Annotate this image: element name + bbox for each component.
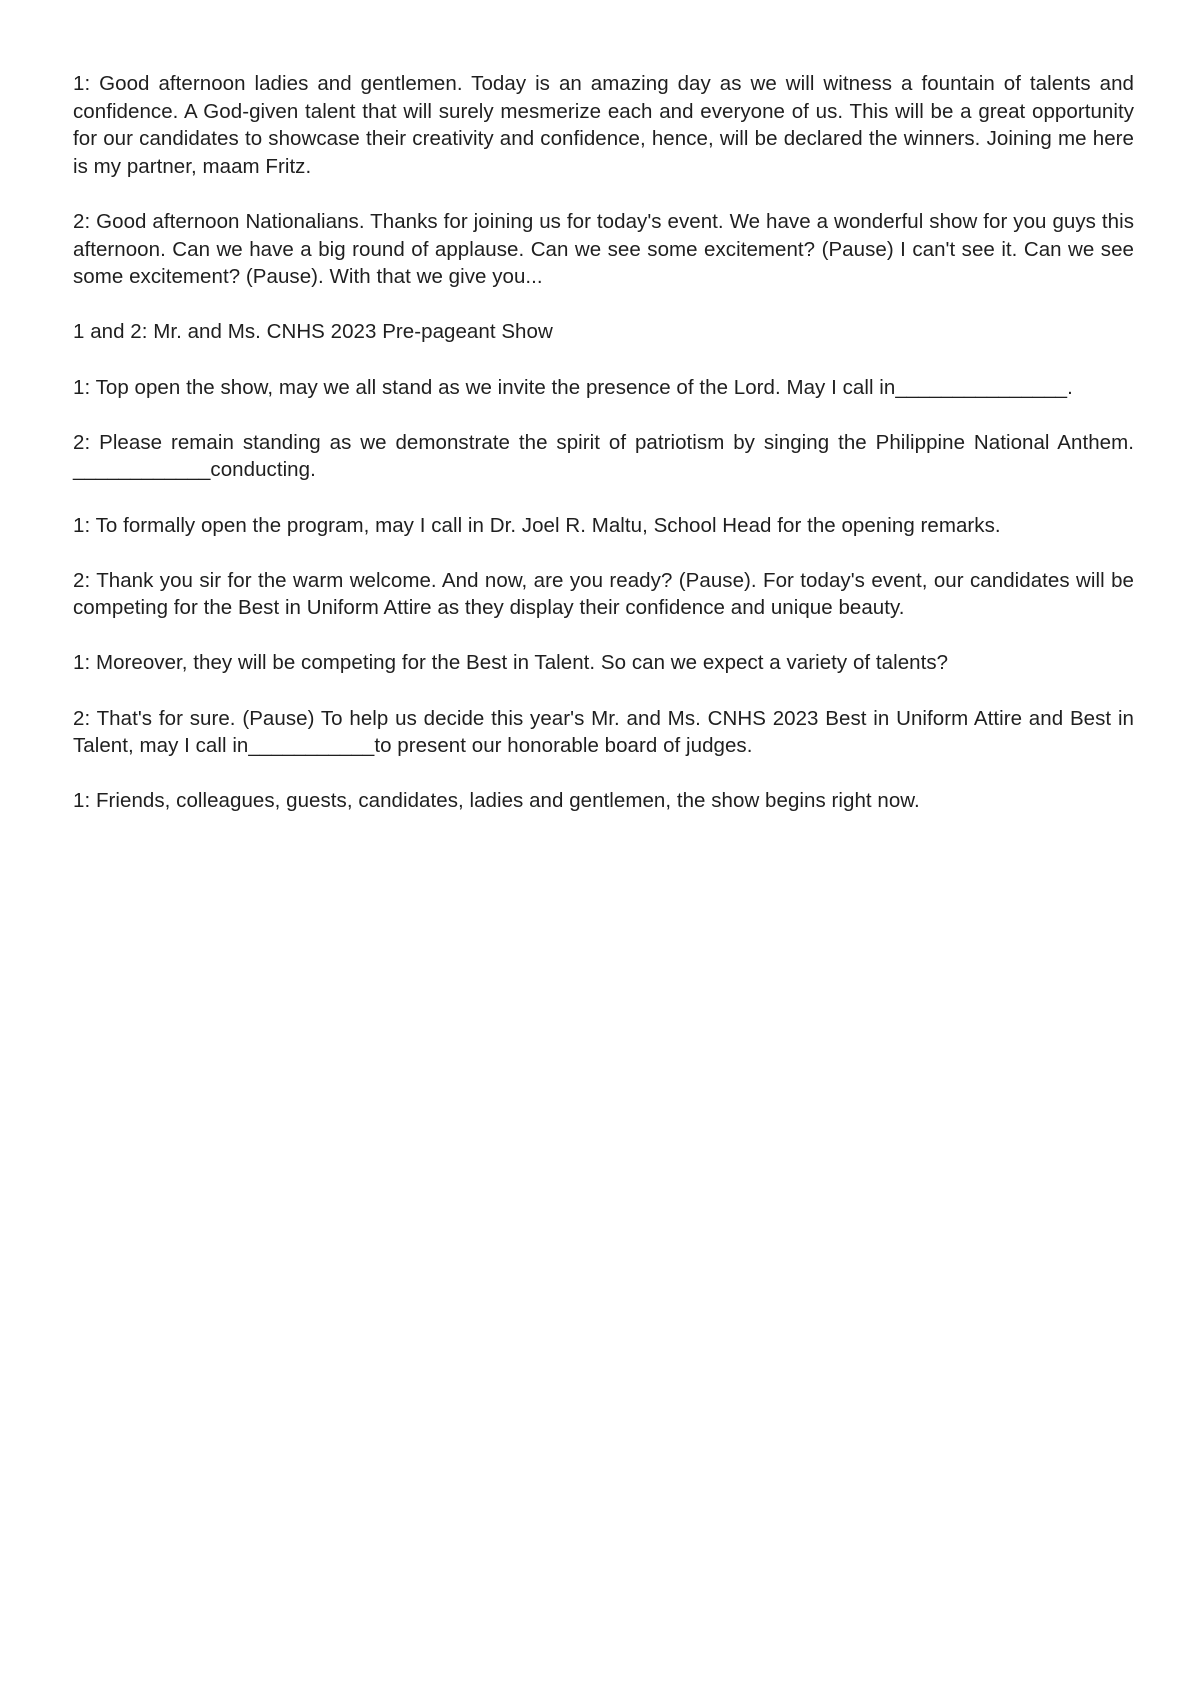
- paragraph-opening-remarks: 1: To formally open the program, may I call in Dr. Joel R. Maltu, School Head for the opening remarks.: [73, 513, 1001, 537]
- paragraph-board-of-judges: 2: That's for sure. (Pause) To help us decide this year's Mr. and Ms. CNHS 2023 Best in Uniform Attire and Best in Talent, may I call in___________to present our honorable board of judges.: [73, 706, 1134, 758]
- paragraph-show-begins: 1: Friends, colleagues, guests, candidates, ladies and gentlemen, the show begins right now.: [73, 789, 920, 813]
- paragraph-uniform-attire: 2: Thank you sir for the warm welcome. And now, are you ready? (Pause). For today's event, our candidates will be competing for the Best in Uniform Attire as they display their confidence and unique beauty.: [73, 568, 1134, 620]
- paragraph-show-title: 1 and 2: Mr. and Ms. CNHS 2023 Pre-pageant Show: [73, 320, 553, 344]
- paragraph-best-in-talent: 1: Moreover, they will be competing for the Best in Talent. So can we expect a variety of talents?: [73, 651, 949, 675]
- paragraph-national-anthem: 2: Please remain standing as we demonstrate the spirit of patriotism by singing the Philippine National Anthem. ____________conducting.: [73, 430, 1134, 482]
- paragraph-host2-greeting: 2: Good afternoon Nationalians. Thanks for joining us for today's event. We have a wonderful show for you guys this afternoon. Can we have a big round of applause. Can we see some excitement? (Pause) I can't see it. Can we see some excitement? (Pause). With that we give you...: [73, 209, 1134, 289]
- paragraph-prayer-call: 1: Top open the show, may we all stand as we invite the presence of the Lord. May I call in_______________.: [73, 375, 1073, 399]
- paragraph-host1-welcome: 1: Good afternoon ladies and gentlemen. Today is an amazing day as we will witness a fountain of talents and confidence. A God-given talent that will surely mesmerize each and everyone of us. This will be a great opportunity for our candidates to showcase their creativity and confidence, hence, will be declared the winners. Joining me here is my partner, maam Fritz.: [73, 72, 1134, 178]
- document-page: [73, 70, 1134, 843]
